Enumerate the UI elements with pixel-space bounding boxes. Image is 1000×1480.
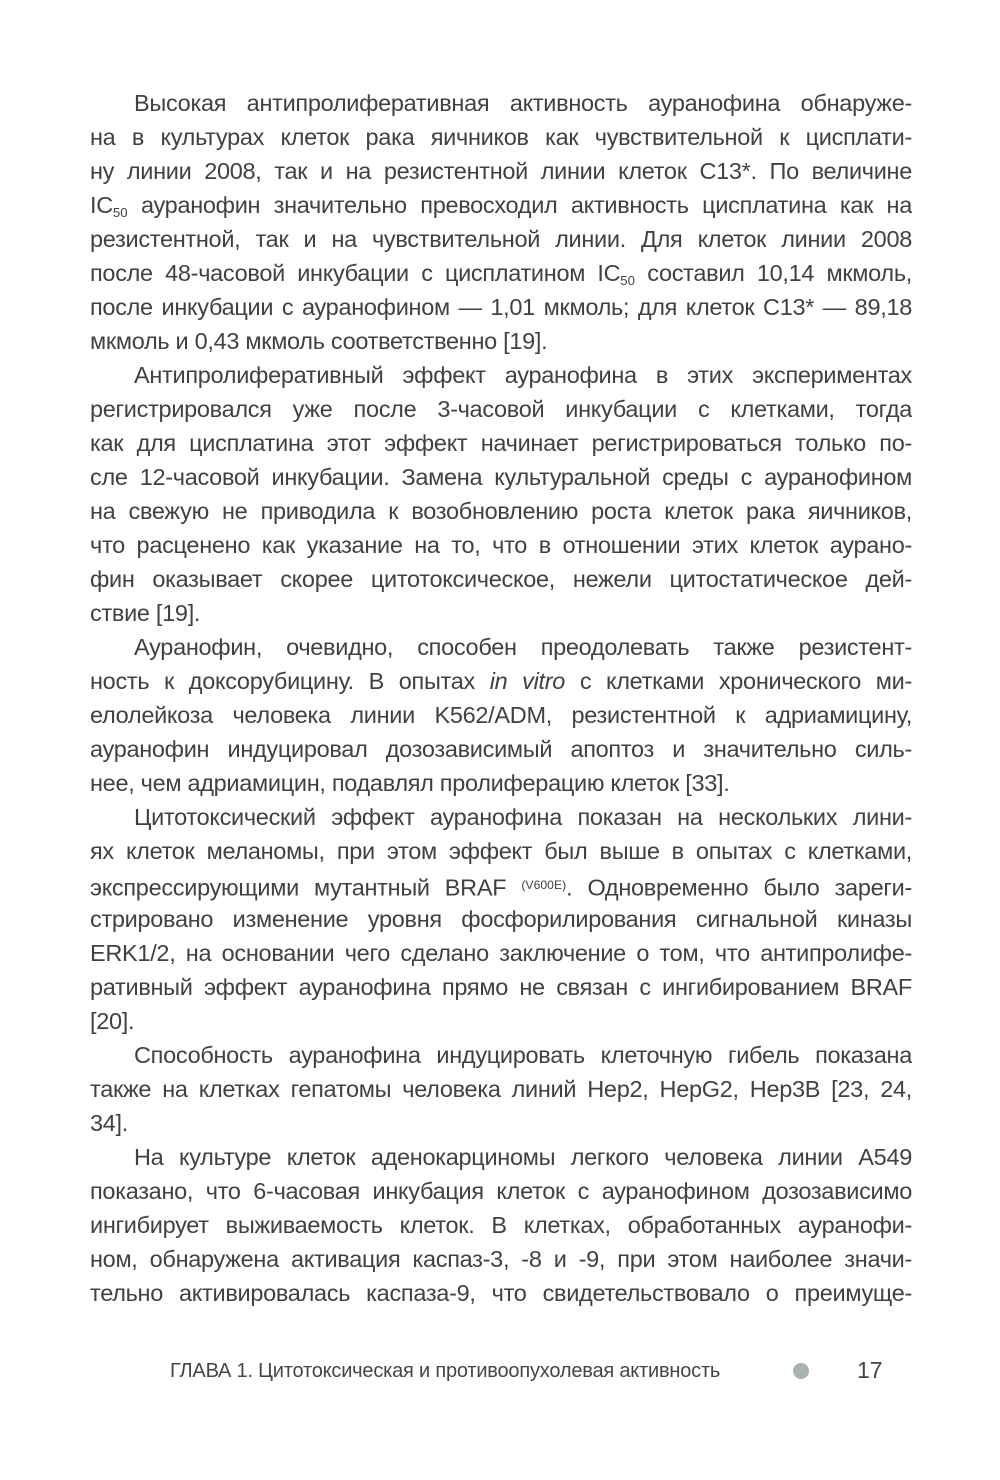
paragraph — [90, 1038, 912, 1140]
text-segment: ях клеток меланомы, при этом эффект был выше в опытах с клетками, — [90, 838, 912, 864]
text-segment: тельно активировалась каспаза-9, что свидетельствовало о преимуще- — [90, 1280, 912, 1306]
text-line — [90, 800, 912, 834]
text-segment: [20]. — [90, 1008, 135, 1034]
text-segment: ративный эффект ауранофина прямо не связан с ингибированием BRAF — [90, 974, 912, 1000]
text-segment-sub: 50 — [112, 204, 128, 220]
text-line — [90, 562, 912, 596]
text-segment: регистрировался уже после 3-часовой инкубации с клетками, тогда — [90, 396, 912, 422]
text-segment: Ауранофин, очевидно, способен преодолевать также резистент- — [134, 634, 912, 660]
text-line — [90, 664, 912, 698]
text-line — [90, 902, 912, 936]
text-segment: что расценено как указание на то, что в отношении этих клеток аурано- — [90, 532, 912, 558]
paragraph — [90, 800, 912, 1038]
text-line — [90, 528, 912, 562]
text-line — [90, 460, 912, 494]
text-segment: ингибирует выживаемость клеток. В клетках, обработанных ауранофи- — [90, 1212, 912, 1238]
text-segment: ном, обнаружена активация каспаз-3, -8 и -9, при этом наиболее значи- — [90, 1246, 912, 1272]
text-segment-sub: 50 — [620, 272, 635, 288]
paragraph — [90, 358, 912, 630]
text-segment: ERK1/2, на основании чего сделано заключение о том, что антипролифе- — [90, 940, 912, 966]
footer-chapter-title: ГЛАВА 1. Цитотоксическая и противоопухолевая активность — [170, 1360, 721, 1382]
text-line — [90, 120, 912, 154]
bullet-dot-icon — [793, 1363, 809, 1379]
text-line — [90, 494, 912, 528]
text-line — [90, 1106, 912, 1140]
text-segment: после инкубации с ауранофином — 1,01 мкмоль; для клеток C13* — 89,18 — [90, 294, 912, 320]
text-segment: стрировано изменение уровня фосфорилирования сигнальной киназы — [90, 906, 912, 932]
text-segment: Высокая антипролиферативная активность ауранофина обнаруже- — [134, 90, 912, 116]
text-line — [90, 1174, 912, 1208]
text-segment: ну линии 2008, так и на резистентной линии клеток C13*. По величине — [90, 158, 912, 184]
paragraph — [90, 1140, 912, 1310]
text-line — [90, 86, 912, 120]
text-line — [90, 698, 912, 732]
text-line — [90, 766, 912, 800]
text-line — [90, 596, 912, 630]
text-segment-sup: (V600E) — [521, 878, 567, 892]
text-segment: показано, что 6-часовая инкубация клеток с ауранофином дозозависимо — [90, 1178, 912, 1204]
text-line — [90, 1208, 912, 1242]
text-line — [90, 1242, 912, 1276]
text-segment: ность к доксорубицину. В опытах — [90, 668, 490, 694]
text-line — [90, 290, 912, 324]
text-line — [90, 834, 912, 868]
text-line — [90, 324, 912, 358]
text-line — [90, 222, 912, 256]
text-segment: как для цисплатина этот эффект начинает регистрироваться только по- — [90, 430, 912, 456]
text-line — [90, 392, 912, 426]
text-segment: экспрессирующими мутантный BRAF — [90, 874, 522, 901]
text-line — [90, 188, 912, 222]
text-segment: на свежую не приводила к возобновлению роста клеток рака яичников, — [90, 498, 912, 524]
text-segment: резистентной, так и на чувствительной линии. Для клеток линии 2008 — [90, 226, 912, 252]
text-segment: ауранофин индуцировал дозозависимый апоптоз и значительно силь- — [90, 736, 912, 762]
page-footer — [0, 1352, 1000, 1396]
text-segment: 34]. — [90, 1110, 128, 1136]
text-segment: Антипролиферативный эффект ауранофина в этих экспериментах — [134, 362, 912, 388]
text-line — [90, 732, 912, 766]
text-line — [90, 1072, 912, 1106]
paragraph — [90, 86, 912, 358]
text-line — [90, 1140, 912, 1174]
text-segment: также на клетках гепатомы человека линий Hep2, HepG2, Hep3B [23, 24, — [90, 1076, 912, 1102]
text-line — [90, 970, 912, 1004]
text-segment: елолейкоза человека линии K562/ADM, резистентной к адриамицину, — [90, 702, 912, 728]
text-line — [90, 868, 912, 902]
page-number: 17 — [857, 1357, 883, 1383]
text-line — [90, 256, 912, 290]
text-segment: мкмоль и 0,43 мкмоль соответственно [19]. — [90, 328, 548, 354]
text-line — [90, 358, 912, 392]
text-segment-i: in vitro — [489, 668, 566, 694]
text-line — [90, 1038, 912, 1072]
text-segment: фин оказывает скорее цитотоксическое, нежели цитостатическое дей- — [90, 566, 912, 592]
text-line — [90, 426, 912, 460]
text-segment: после 48-часовой инкубации с цисплатином IC — [90, 260, 621, 286]
text-line — [90, 154, 912, 188]
text-segment: ствие [19]. — [90, 600, 201, 626]
text-segment: ауранофин значительно превосходил активность цисплатина как на — [127, 192, 912, 218]
text-segment: Способность ауранофина индуцировать клеточную гибель показана — [134, 1042, 912, 1068]
text-segment: на в культурах клеток рака яичников как чувствительной к цисплати- — [90, 124, 912, 150]
text-segment: Цитотоксический эффект ауранофина показан на нескольких лини- — [134, 804, 912, 830]
text-segment: с клетками хронического ми- — [565, 668, 912, 694]
text-segment: составил 10,14 мкмоль, — [634, 260, 912, 286]
text-segment: IC — [90, 192, 113, 218]
text-block — [90, 86, 912, 1310]
text-line — [90, 936, 912, 970]
text-segment: сле 12-часовой инкубации. Замена культуральной среды с ауранофином — [90, 464, 912, 490]
text-line — [90, 1004, 912, 1038]
text-line — [90, 1276, 912, 1310]
paragraph — [90, 630, 912, 800]
text-segment: нее, чем адриамицин, подавлял пролиферацию клеток [33]. — [90, 770, 730, 796]
text-segment: . Одновременно было зареги- — [566, 874, 912, 901]
text-segment: На культуре клеток аденокарциномы легкого человека линии A549 — [134, 1144, 912, 1170]
text-line — [90, 630, 912, 664]
